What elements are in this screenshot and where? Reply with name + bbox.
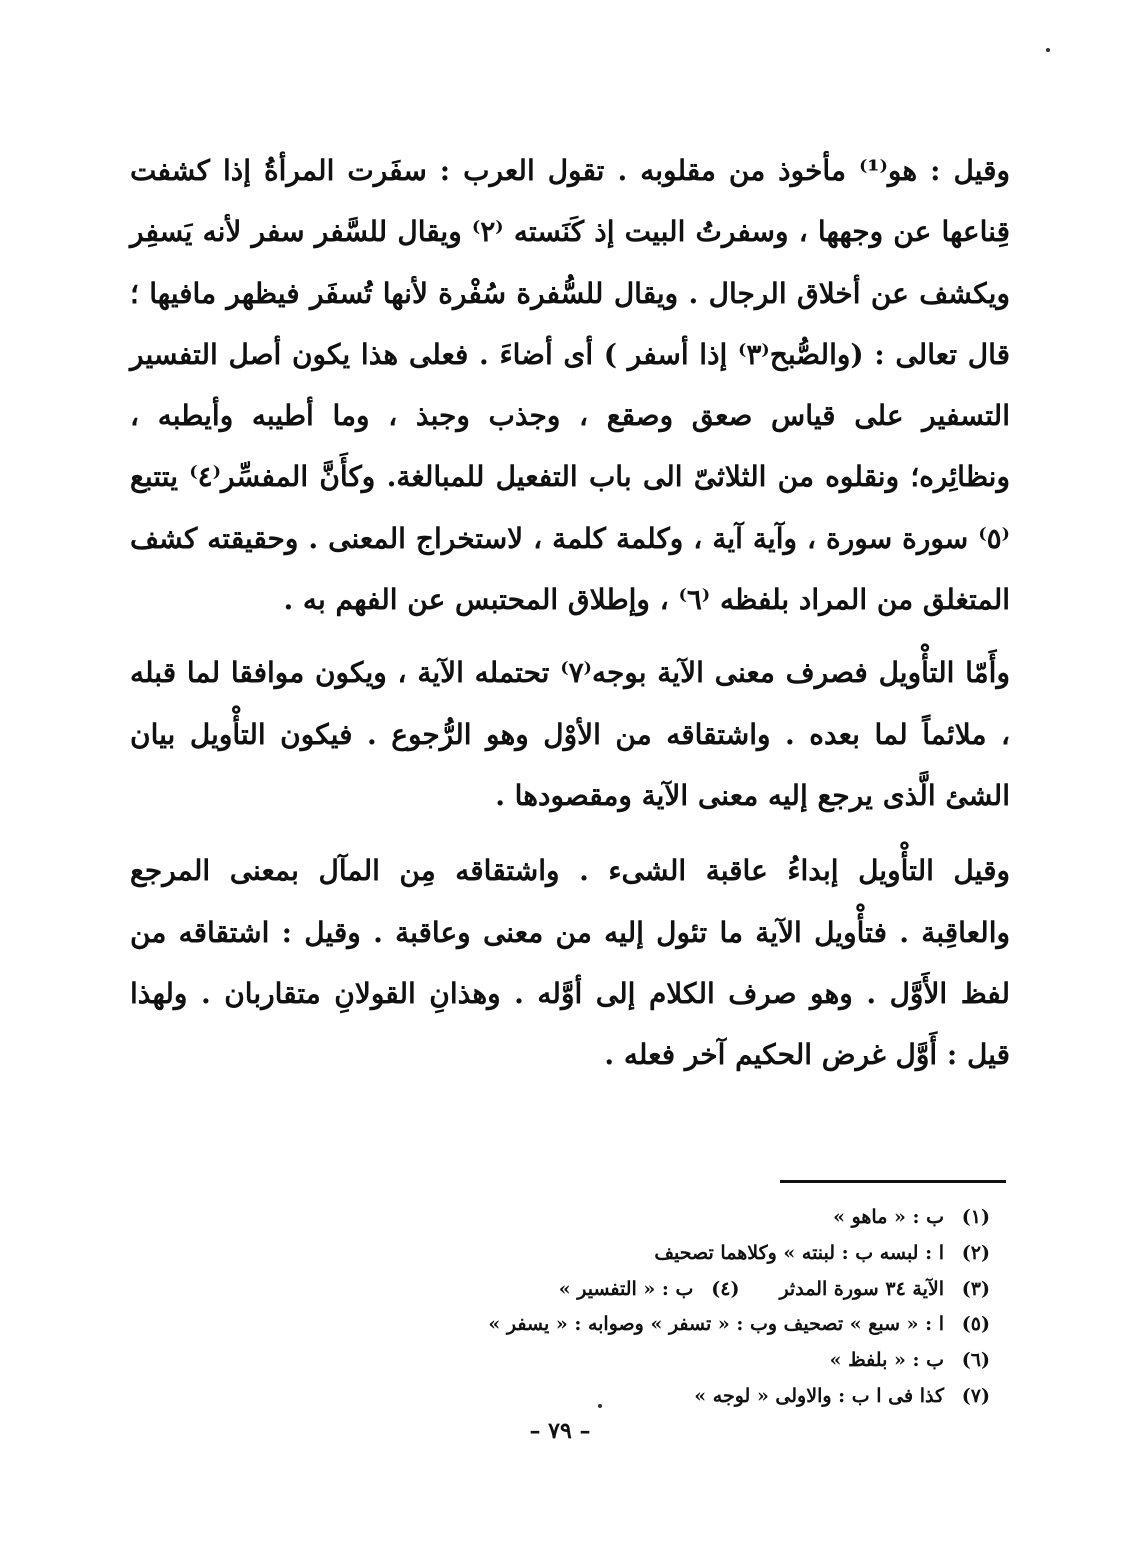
footnote-text: ب : « التفسير »: [558, 1277, 694, 1300]
footnote-text: ا : لبسه ب : لبنته » وكلاهما تصحيف: [654, 1241, 944, 1264]
footnote-divider: [780, 1180, 1006, 1183]
footnote-text: الآية ٣٤ سورة المدثر: [779, 1277, 944, 1300]
footnote-text: ا : « سبع » تصحيف وب : « تسفر » وصوابه : « يسفر »: [488, 1313, 944, 1336]
footnote-number: (١): [961, 1206, 990, 1228]
footnote-2: [300, 1236, 990, 1272]
footnote-text: ب : « بلفظ »: [829, 1349, 944, 1372]
scan-speck: [598, 1404, 602, 1408]
paragraph-tawil-alt: وقيل التأْويل إبداءُ عاقبة الشىء . واشتقاقه مِن المآل بمعنى المرجع والعاقِبة . فتأْويل الآية ما تئول إليه من معنى وعاقبة . وقيل : اشتقاقه من لفظ الأَوَّل . وهو صرف الكلام إلى أوَّله . وهذانِ القولانِ متقاربان . ولهذا قيل : أَوَّل غرض الحكيم آخر فعله .: [130, 854, 1010, 1072]
footnote-number: (٦): [961, 1349, 990, 1372]
page-number: – ٧٩ –: [529, 1418, 591, 1444]
footnotes: [300, 1200, 990, 1415]
main-text: [130, 140, 1010, 1085]
footnote-number: (٤): [711, 1277, 740, 1300]
footnote-number: (٢): [961, 1241, 990, 1264]
footnote-7: [300, 1379, 990, 1415]
footnote-5: [300, 1307, 990, 1343]
footnote-1: [300, 1200, 990, 1236]
footnote-text: كذا فى ا ب : والاولى « لوجه »: [694, 1384, 944, 1407]
paragraph-tawil: وأَمّا التأْويل فصرف معنى الآية بوجه⁽٧⁾ تحتمله الآية ، ويكون موافقا لما قبله ، ملائماً لما بعده . واشتقاقه من الأوْل وهو الرُّجوع . فيكون التأْويل بيان الشئ الَّذى يرجع إليه معنى الآية ومقصودها .: [130, 656, 1010, 812]
footnote-text: ب : « ماهو »: [833, 1206, 944, 1228]
footnote-number: (٥): [961, 1313, 990, 1336]
footnote-6: [300, 1343, 990, 1379]
footnote-number: (٧): [961, 1384, 990, 1407]
scan-speck: [1046, 48, 1050, 52]
paragraph-tafsir: وقيل : هو⁽¹⁾ مأخوذ من مقلوبه . تقول العرب : سفَرت المرأةُ إذا كشفت قِناعها عن وجهها ، وسفرتُ البيت إذ كَنَسته ⁽٢⁾ ويقال للسَّفر سفر لأنه يَسفِر ويكشف عن أخلاق الرجال . ويقال للسُّفرة سُفْرة لأنها تُسفَر فيظهر مافيها ؛ قال تعالى : (والصُّبح⁽٣⁾ إذا أسفر ) أى أضاءَ . فعلى هذا يكون أصل التفسير التسفير على قياس صعق وصقع ، وجذب وجبذ ، وما أطيبه وأيطبه ، ونظائِره؛ ونقلوه من الثلاثىّ الى باب التفعيل للمبالغة. وكأَنَّ المفسِّر⁽٤⁾ يتتبع ⁽٥⁾ سورة سورة ، وآية آية ، وكلمة كلمة ، لاستخراج المعنى . وحقيقته كشف المتغلق من المراد بلفظه ⁽٦⁾ ، وإطلاق المحتبس عن الفهم به .: [130, 154, 1011, 617]
footnote-number: (٣): [961, 1277, 990, 1300]
footnote-3-4: [300, 1272, 990, 1308]
footnote-spacer: [739, 1272, 779, 1308]
